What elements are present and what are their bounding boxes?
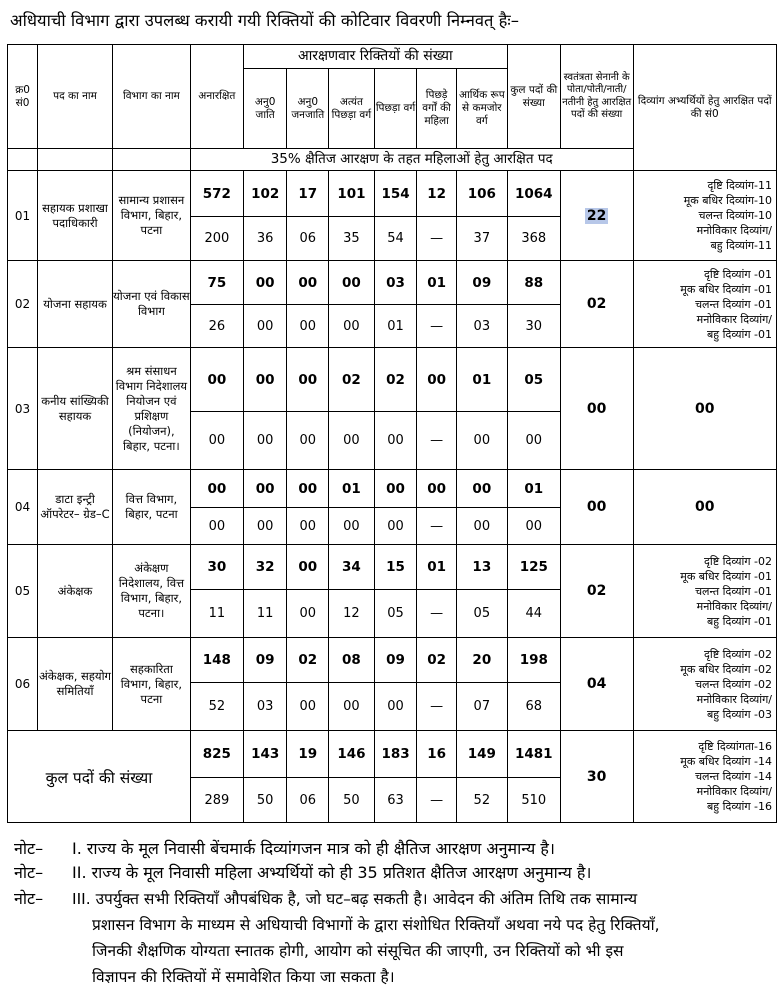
- header-total: कुल पदों की संख्या: [507, 45, 560, 149]
- pwd-line: मनोविकार दिव्यांग/: [696, 599, 772, 613]
- note-text: विज्ञापन की रिक्तियों में समावेशित किया जा सकता है।: [92, 968, 395, 986]
- women-vacancy-count: 00: [287, 590, 329, 638]
- women-vacancy-count: —: [417, 217, 456, 261]
- total-women-vacancy-count: —: [417, 778, 456, 823]
- note-text: जिनकी शैक्षणिक योग्यता स्नातक होगी, आयोग को संसूचित की जाएगी, उन रिक्तियों को भी इस: [92, 942, 624, 960]
- pwd-cell: [633, 261, 776, 348]
- vacancy-count: 34: [329, 545, 375, 590]
- vacancy-count: 03: [374, 261, 417, 305]
- vacancy-count: 88: [507, 261, 560, 305]
- serial-number: 06: [8, 638, 38, 731]
- post-name: अंकेक्षक, सहयोग समितियाँ: [38, 638, 113, 731]
- pwd-line: मनोविकार दिव्यांग/: [696, 692, 772, 706]
- post-name: सहायक प्रशाखा पदाधिकारी: [38, 171, 113, 261]
- table-row: [8, 470, 777, 508]
- vacancy-count: 02: [374, 348, 417, 412]
- pwd-cell: [633, 545, 776, 638]
- women-vacancy-count: 54: [374, 217, 417, 261]
- women-vacancy-count: 12: [329, 590, 375, 638]
- total-vacancy-count: 146: [329, 731, 375, 778]
- post-name: अंकेक्षक: [38, 545, 113, 638]
- women-vacancy-count: 06: [287, 217, 329, 261]
- women-vacancy-count: 00: [329, 508, 375, 545]
- freedom-fighter-count: [560, 348, 633, 470]
- pwd-cell: [633, 731, 776, 823]
- pwd-line: बहु दिव्यांग -16: [707, 800, 772, 813]
- women-vacancy-count: 00: [287, 412, 329, 470]
- vacancy-count: 00: [243, 470, 287, 508]
- serial-number: 05: [8, 545, 38, 638]
- department-name: सहकारिता विभाग, बिहार, पटना: [112, 638, 190, 731]
- vacancy-count: 02: [417, 638, 456, 683]
- vacancy-count: 32: [243, 545, 287, 590]
- total-women-vacancy-count: 52: [456, 778, 507, 823]
- pwd-cell: [633, 638, 776, 731]
- vacancy-count: 00: [243, 348, 287, 412]
- vacancy-count: 01: [507, 470, 560, 508]
- vacancy-count: 198: [507, 638, 560, 683]
- vacancy-count: 00: [417, 470, 456, 508]
- pwd-line: बहु दिव्यांग -01: [707, 327, 772, 341]
- vacancy-count: 00: [287, 348, 329, 412]
- header-sc: अनु0 जाति: [243, 69, 287, 149]
- vacancy-count: 00: [329, 261, 375, 305]
- note-label: नोट–: [14, 863, 44, 882]
- vacancy-count: 75: [190, 261, 243, 305]
- vacancy-count: 17: [287, 171, 329, 217]
- header-st: अनु0 जनजाति: [287, 69, 329, 149]
- vacancy-count: 02: [287, 638, 329, 683]
- note-text: I. राज्य के मूल निवासी बेंचमार्क दिव्यांगजन मात्र को ही क्षैतिज आरक्षण अनुमान्य है।: [72, 839, 555, 858]
- total-women-vacancy-count: 63: [374, 778, 417, 823]
- department-name: योजना एवं विकास विभाग: [112, 261, 190, 348]
- header-reservation-group: आरक्षणवार रिक्तियों की संख्या: [243, 45, 507, 69]
- women-vacancy-count: 368: [507, 217, 560, 261]
- women-vacancy-count: 36: [243, 217, 287, 261]
- women-vacancy-count: 200: [190, 217, 243, 261]
- total-women-vacancy-count: 289: [190, 778, 243, 823]
- pwd-line: मनोविकार दिव्यांग/: [696, 312, 772, 326]
- women-vacancy-count: —: [417, 305, 456, 348]
- department-name: श्रम संसाधन विभाग निदेशालय नियोजन एवं प्रशिक्षण (नियोजन), बिहार, पटना।: [112, 348, 190, 470]
- totals-label: कुल पदों की संख्या: [8, 731, 191, 823]
- women-vacancy-count: 00: [243, 508, 287, 545]
- post-name: कनीय सांख्यिकी सहायक: [38, 348, 113, 470]
- department-name: अंकेक्षण निदेशालय, वित्त विभाग, बिहार, पटना।: [112, 545, 190, 638]
- note-text: III. उपर्युक्त सभी रिक्तियाँ औपबंधिक है, जो घट–बढ़ सकती है। आवेदन की अंतिम तिथि तक सामान्य: [72, 890, 638, 908]
- total-women-vacancy-count: 510: [507, 778, 560, 823]
- department-name: वित्त विभाग, बिहार, पटना: [112, 470, 190, 545]
- page-heading: अधियाची विभाग द्वारा उपलब्ध करायी गयी रिक्तियों की कोटिवार विवरणी निम्नवत् हैः–: [10, 11, 520, 30]
- vacancy-count: 00: [417, 348, 456, 412]
- women-vacancy-count: 00: [243, 305, 287, 348]
- header-post: पद का नाम: [38, 45, 113, 149]
- header-unreserved: अनारक्षित: [190, 45, 243, 149]
- freedom-fighter-count: [560, 545, 633, 638]
- vacancy-count: 125: [507, 545, 560, 590]
- total-vacancy-count: 143: [243, 731, 287, 778]
- total-women-vacancy-count: 50: [329, 778, 375, 823]
- freedom-fighter-value: 00: [586, 400, 607, 417]
- totals-row: [8, 731, 777, 778]
- serial-number: 03: [8, 348, 38, 470]
- pwd-line: मूक बधिर दिव्यांग-10: [683, 194, 772, 207]
- pwd-line: मनोविकार दिव्यांग/: [696, 785, 772, 798]
- pwd-line: बहु दिव्यांग-11: [710, 239, 772, 252]
- pwd-line: मूक बधिर दिव्यांग -01: [680, 282, 772, 296]
- pwd-line: दृष्टि दिव्यांग -01: [704, 267, 772, 281]
- women-vacancy-count: 03: [456, 305, 507, 348]
- header-bc-women: पिछड़े वर्गों की महिला: [417, 69, 456, 149]
- total-vacancy-count: 149: [456, 731, 507, 778]
- freedom-fighter-count: [560, 261, 633, 348]
- vacancy-count: 01: [417, 261, 456, 305]
- total-vacancy-count: 19: [287, 731, 329, 778]
- vacancy-count: 00: [190, 470, 243, 508]
- total-vacancy-count: 16: [417, 731, 456, 778]
- women-vacancy-count: 00: [243, 412, 287, 470]
- women-vacancy-count: 00: [456, 412, 507, 470]
- vacancy-count: 101: [329, 171, 375, 217]
- table-row: [8, 171, 777, 217]
- women-vacancy-count: 44: [507, 590, 560, 638]
- women-vacancy-count: 11: [243, 590, 287, 638]
- pwd-line: मूक बधिर दिव्यांग -02: [680, 662, 772, 676]
- vacancy-count: 00: [190, 348, 243, 412]
- women-vacancy-count: 00: [329, 683, 375, 731]
- department-name: सामान्य प्रशासन विभाग, बिहार, पटना: [112, 171, 190, 261]
- note-label: नोट–: [14, 889, 44, 908]
- pwd-line: चलन्त दिव्यांग -02: [695, 677, 772, 691]
- women-reservation-note: 35% क्षैतिज आरक्षण के तहत महिलाओं हेतु आरक्षित पद: [190, 149, 633, 171]
- women-vacancy-count: 30: [507, 305, 560, 348]
- vacancy-count: 13: [456, 545, 507, 590]
- women-vacancy-count: 00: [374, 508, 417, 545]
- header-dept: विभाग का नाम: [112, 45, 190, 149]
- pwd-line: चलन्त दिव्यांग -01: [695, 297, 772, 311]
- vacancy-count: 09: [243, 638, 287, 683]
- header-bc: पिछड़ा वर्ग: [374, 69, 417, 149]
- pwd-line: चलन्त दिव्यांग -01: [695, 584, 772, 598]
- women-vacancy-count: —: [417, 590, 456, 638]
- header-freedom-fighter: स्वतंत्रता सेनानी के पोता/पोती/नाती/नतीनी हेतु आरक्षित पदों की संख्या: [560, 45, 633, 149]
- vacancy-count: 05: [507, 348, 560, 412]
- vacancy-count: 154: [374, 171, 417, 217]
- freedom-fighter-value: 04: [586, 676, 607, 692]
- table-row: [8, 348, 777, 412]
- pwd-line: दृष्टि दिव्यांग-11: [707, 179, 772, 192]
- serial-number: 04: [8, 470, 38, 545]
- pwd-line: मनोविकार दिव्यांग/: [696, 224, 772, 237]
- women-vacancy-count: 07: [456, 683, 507, 731]
- women-vacancy-count: 00: [190, 508, 243, 545]
- header-sn: क्र0 सं0: [8, 45, 38, 149]
- vacancy-count: 148: [190, 638, 243, 683]
- pwd-line: बहु दिव्यांग -03: [707, 707, 772, 721]
- total-vacancy-count: 825: [190, 731, 243, 778]
- vacancy-count: 09: [456, 261, 507, 305]
- women-vacancy-count: 00: [287, 508, 329, 545]
- note-text: प्रशासन विभाग के माध्यम से अधियाची विभागों के द्वारा संशोधित रिक्तियाँ अथवा नये पद हेतु रिक्तियाँ,: [92, 916, 660, 934]
- vacancy-count: 00: [243, 261, 287, 305]
- vacancy-count: 1064: [507, 171, 560, 217]
- women-vacancy-count: —: [417, 412, 456, 470]
- vacancy-count: 15: [374, 545, 417, 590]
- vacancy-count: 09: [374, 638, 417, 683]
- pwd-cell: [633, 171, 776, 261]
- vacancy-count: 00: [287, 545, 329, 590]
- table-row: [8, 638, 777, 683]
- freedom-fighter-value: 22: [586, 207, 607, 224]
- freedom-fighter-value: 00: [586, 499, 607, 515]
- women-vacancy-count: 00: [456, 508, 507, 545]
- vacancy-count: 12: [417, 171, 456, 217]
- women-vacancy-count: 00: [507, 412, 560, 470]
- women-vacancy-count: 00: [374, 412, 417, 470]
- total-vacancy-count: 183: [374, 731, 417, 778]
- pwd-line: दृष्टि दिव्यांग -02: [704, 554, 772, 568]
- vacancy-count: 00: [374, 470, 417, 508]
- total-women-vacancy-count: 06: [287, 778, 329, 823]
- table-row: [8, 545, 777, 590]
- pwd-line: मूक बधिर दिव्यांग -14: [680, 755, 772, 768]
- women-vacancy-count: —: [417, 508, 456, 545]
- vacancy-count: 106: [456, 171, 507, 217]
- post-name: योजना सहायक: [38, 261, 113, 348]
- women-vacancy-count: 35: [329, 217, 375, 261]
- women-vacancy-count: 03: [243, 683, 287, 731]
- women-vacancy-count: 01: [374, 305, 417, 348]
- vacancy-count: 572: [190, 171, 243, 217]
- table-row: [8, 261, 777, 305]
- vacancy-count: 102: [243, 171, 287, 217]
- pwd-line: चलन्त दिव्यांग-10: [698, 209, 772, 222]
- serial-number: 02: [8, 261, 38, 348]
- total-vacancy-count: 1481: [507, 731, 560, 778]
- women-vacancy-count: 00: [287, 683, 329, 731]
- header-ews: आर्थिक रूप से कमजोर वर्ग: [456, 69, 507, 149]
- women-vacancy-count: 37: [456, 217, 507, 261]
- pwd-cell: 00: [633, 470, 776, 545]
- vacancy-count: 08: [329, 638, 375, 683]
- serial-number: 01: [8, 171, 38, 261]
- pwd-line: चलन्त दिव्यांग -14: [695, 770, 772, 783]
- vacancy-count: 00: [287, 261, 329, 305]
- freedom-fighter-value: 02: [586, 583, 607, 599]
- table-body: [8, 171, 777, 823]
- freedom-fighter-count: [560, 171, 633, 261]
- women-vacancy-count: 00: [374, 683, 417, 731]
- total-freedom-fighter-count: 30: [560, 731, 633, 823]
- vacancy-count: 20: [456, 638, 507, 683]
- vacancy-count: 01: [329, 470, 375, 508]
- vacancy-count: 01: [456, 348, 507, 412]
- vacancy-table: [7, 44, 777, 823]
- pwd-line: बहु दिव्यांग -01: [707, 614, 772, 628]
- post-name: डाटा इन्ट्री ऑपरेटर– ग्रेड–C: [38, 470, 113, 545]
- women-vacancy-count: 00: [329, 412, 375, 470]
- pwd-line: दृष्टि दिव्यांग -02: [704, 647, 772, 661]
- vacancy-count: 00: [287, 470, 329, 508]
- women-vacancy-count: 00: [329, 305, 375, 348]
- vacancy-count: 01: [417, 545, 456, 590]
- women-vacancy-count: 00: [287, 305, 329, 348]
- note-text: II. राज्य के मूल निवासी महिला अभ्यर्थियों को ही 35 प्रतिशत क्षैतिज आरक्षण अनुमान्य है।: [72, 863, 592, 882]
- total-women-vacancy-count: 50: [243, 778, 287, 823]
- women-vacancy-count: 05: [374, 590, 417, 638]
- pwd-cell: 00: [633, 348, 776, 470]
- freedom-fighter-count: [560, 638, 633, 731]
- vacancy-count: 30: [190, 545, 243, 590]
- header-pwd: दिव्यांग अभ्यर्थियों हेतु आरक्षित पदों की सं0: [633, 45, 776, 171]
- vacancy-count: 00: [456, 470, 507, 508]
- pwd-line: मूक बधिर दिव्यांग -01: [680, 569, 772, 583]
- women-vacancy-count: 68: [507, 683, 560, 731]
- women-vacancy-count: 11: [190, 590, 243, 638]
- women-vacancy-count: 26: [190, 305, 243, 348]
- women-vacancy-count: 52: [190, 683, 243, 731]
- women-vacancy-count: 00: [190, 412, 243, 470]
- freedom-fighter-count: [560, 470, 633, 545]
- women-vacancy-count: 05: [456, 590, 507, 638]
- women-vacancy-count: —: [417, 683, 456, 731]
- header-ebc: अत्यंत पिछड़ा वर्ग: [329, 69, 375, 149]
- note-label: नोट–: [14, 839, 44, 858]
- vacancy-count: 02: [329, 348, 375, 412]
- freedom-fighter-value: 02: [586, 296, 607, 312]
- pwd-line: दृष्टि दिव्यांगता-16: [698, 740, 772, 753]
- women-vacancy-count: 00: [507, 508, 560, 545]
